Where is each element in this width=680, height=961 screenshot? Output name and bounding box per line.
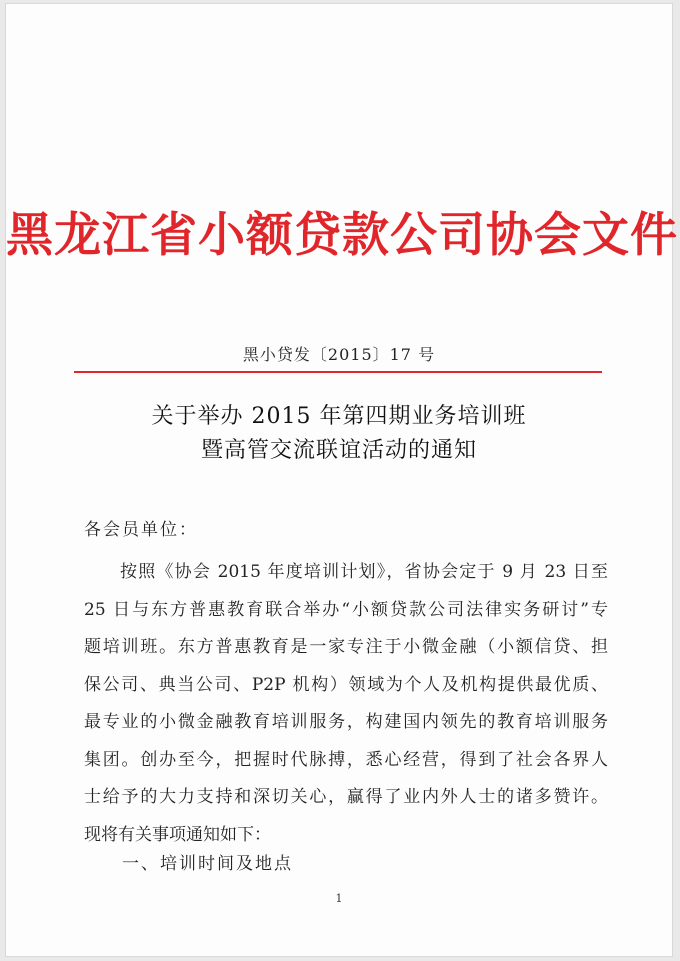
body-line: 保公司、典当公司、P2P 机构）领域为个人及机构提供最优质、 — [84, 674, 608, 695]
body-line: 士给予的大力支持和深切关心，赢得了业内外人士的诸多赞许。 — [84, 787, 608, 807]
body-line: 25 日与东方普惠教育联合举办“小额贷款公司法律实务研讨”专 — [84, 599, 608, 620]
notice-title — [6, 400, 672, 468]
body-line: 现将有关事项通知如下： — [84, 824, 271, 845]
body-line: 按照《协会 2015 年度培训计划》，省协会定于 9 月 23 日至 — [120, 562, 608, 582]
red-divider-line — [74, 371, 602, 373]
body-line: 题培训班。东方普惠教育是一家专注于小微金融（小额信贷、担 — [84, 637, 608, 657]
salutation: 各会员单位： — [84, 520, 198, 540]
organization-title: 黑龙江省小额贷款公司协会文件 — [6, 208, 678, 263]
section-heading: 一、培训时间及地点 — [122, 854, 293, 874]
body-line: 集团。创办至今，把握时代脉搏，悉心经营，得到了社会各界人 — [84, 749, 608, 770]
notice-title-line-1: 关于举办 2015 年第四期业务培训班 — [151, 404, 527, 429]
page-number: 1 — [335, 892, 343, 905]
document-page — [6, 4, 678, 956]
body-paragraph — [84, 554, 608, 854]
document-number: 黑小贷发〔2015〕17 号 — [242, 345, 436, 364]
body-line: 最专业的小微金融教育培训服务，构建国内领先的教育培训服务 — [84, 712, 608, 732]
notice-title-line-2: 暨高管交流联谊活动的通知 — [200, 438, 477, 463]
